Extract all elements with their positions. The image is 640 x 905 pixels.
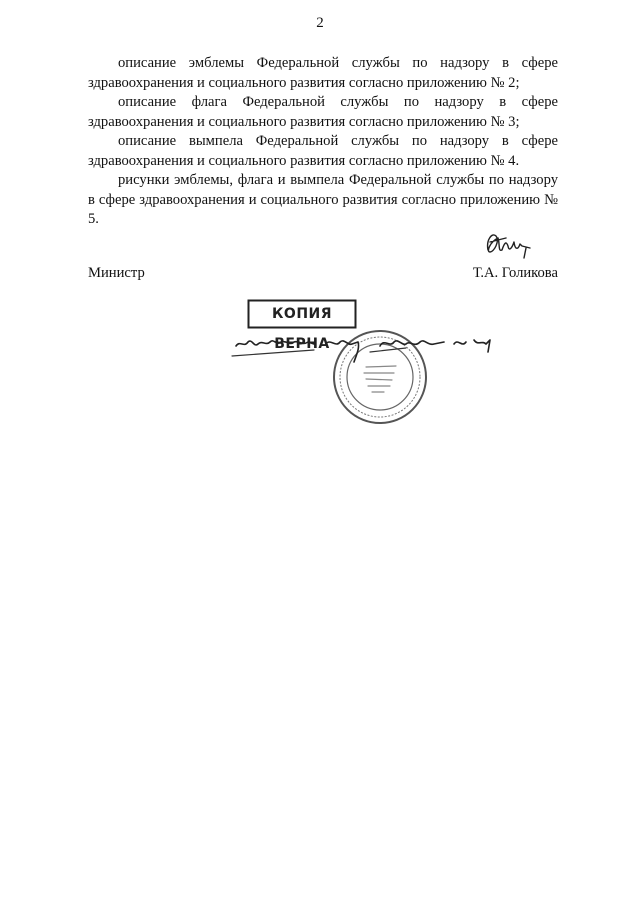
signatory-name: Т.А. Голикова (472, 265, 558, 281)
document-body (88, 54, 558, 230)
paragraph-flag-description: описание флага Федеральной службы по надзору в сфере здравоохранения и социального развития согласно приложению № 3; (88, 94, 558, 130)
paragraph-drawings: рисунки эмблемы, флага и вымпела Федеральной службы по надзору в сфере здравоохранения и социального развития согласно приложению № 5. (88, 172, 558, 227)
position-title: Министр (88, 265, 145, 281)
page-number: 2 (316, 15, 324, 31)
handwritten-certification-line (230, 330, 500, 370)
paragraph-emblem-description: описание эмблемы Федеральной службы по надзору в сфере здравоохранения и социального развития согласно приложению № 2; (88, 55, 558, 91)
handwritten-signature (482, 228, 538, 264)
paragraph-pennant-description: описание вымпела Федеральной службы по надзору в сфере здравоохранения и социального развития согласно приложению № 4. (88, 133, 558, 169)
copy-stamp-label: КОПИЯ ВЕРНА (271, 306, 333, 352)
copy-verified-stamp (247, 299, 357, 352)
